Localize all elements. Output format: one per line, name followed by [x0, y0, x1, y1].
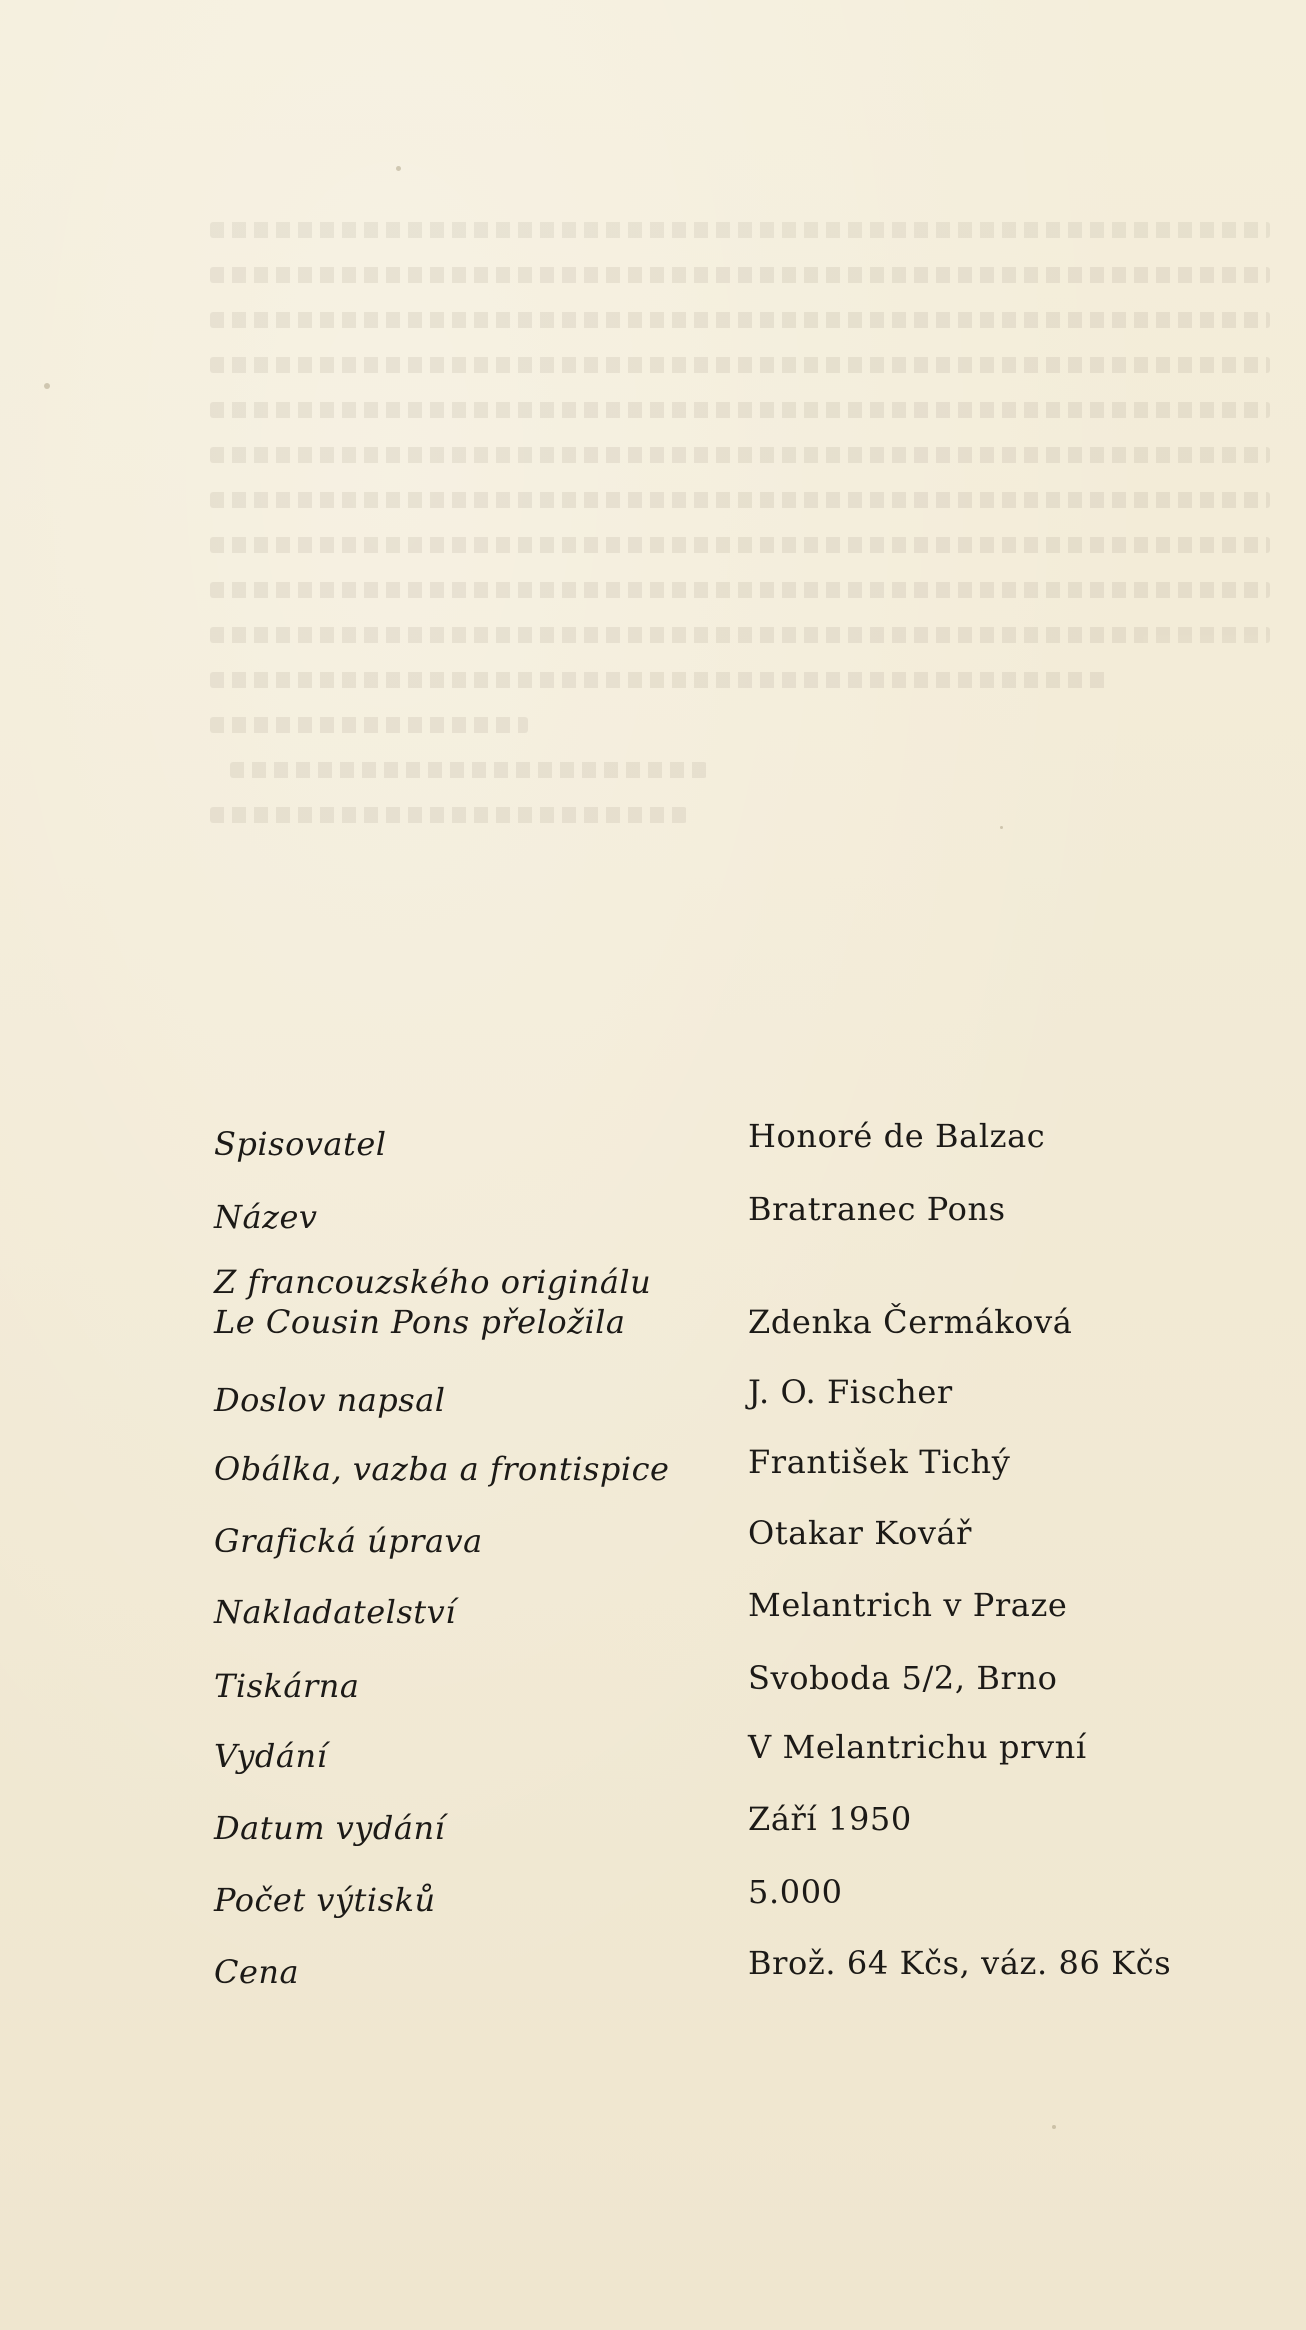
colophon-value-typography: Otakar Kovář	[748, 1514, 973, 1552]
colophon-value-afterword: J. O. Fischer	[748, 1373, 953, 1411]
colophon-value-author: Honoré de Balzac	[748, 1117, 1046, 1155]
colophon-value-translator: Zdenka Čermáková	[748, 1303, 1073, 1341]
colophon-value-edition: V Melantrichu první	[748, 1728, 1087, 1766]
colophon-value-printer: Svoboda 5/2, Brno	[748, 1659, 1058, 1697]
colophon-value-copies: 5.000	[748, 1873, 843, 1911]
colophon-label-price: Cena	[214, 1953, 300, 1991]
colophon-label-translator-line-2: Le Cousin Pons přeložila	[214, 1303, 626, 1341]
colophon-value-publisher: Melantrich v Praze	[748, 1586, 1068, 1624]
colophon-label-typography: Grafická úprava	[214, 1522, 483, 1560]
colophon-label-date: Datum vydání	[214, 1809, 446, 1847]
colophon-label-cover: Obálka, vazba a frontispice	[214, 1450, 670, 1488]
colophon-label-translator-line-1: Z francouzského originálu	[214, 1263, 652, 1301]
colophon-label-author: Spisovatel	[214, 1125, 387, 1163]
colophon-label-edition: Vydání	[214, 1737, 328, 1775]
colophon-label-title: Název	[214, 1198, 318, 1236]
colophon-value-price: Brož. 64 Kčs, váz. 86 Kčs	[748, 1944, 1172, 1982]
colophon-label-translator	[214, 1262, 651, 1342]
colophon-value-title: Bratranec Pons	[748, 1190, 1006, 1228]
colophon-label-publisher: Nakladatelství	[214, 1593, 456, 1631]
colophon-value-cover: František Tichý	[748, 1443, 1011, 1481]
colophon-label-afterword: Doslov napsal	[214, 1381, 446, 1419]
colophon-label-printer: Tiskárna	[214, 1667, 360, 1705]
colophon-value-date: Září 1950	[748, 1800, 912, 1838]
colophon-label-copies: Počet výtisků	[214, 1881, 436, 1919]
